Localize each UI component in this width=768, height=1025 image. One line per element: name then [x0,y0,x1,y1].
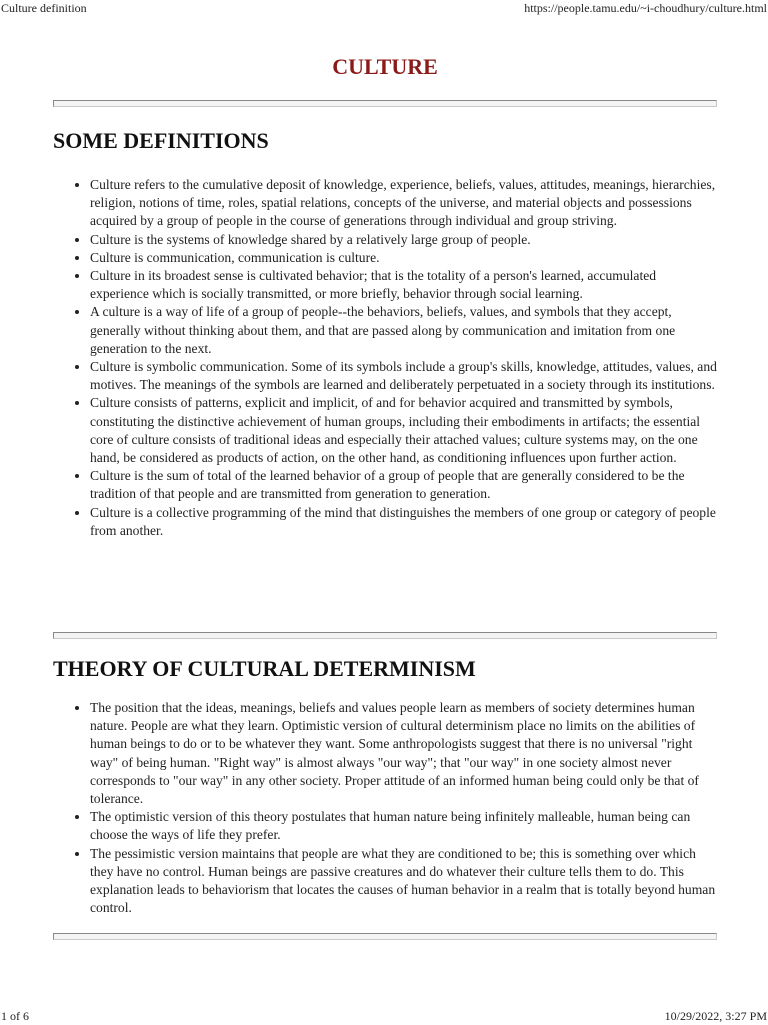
print-header-page-title: Culture definition [1,1,87,15]
list-item: • The pessimistic version maintains that people are what they are conditioned to be; this is something over which they have no control. Human beings are passive creatures and do whatever their culture tells them to do. This explanation leads to behaviorism that locates the causes of human behavior in a realm that is totally beyond human control. [90,845,717,918]
section-heading-cultural-determinism: THEORY OF CULTURAL DETERMINISM [53,656,476,681]
horizontal-rule [53,632,717,639]
cultural-determinism-list [53,699,717,917]
list-item: • Culture consists of patterns, explicit and implicit, of and for behavior acquired and transmitted by symbols, constituting the distinctive achievement of human groups, including their embodiments in artifacts; the essential core of culture consists of traditional ideas and especially their attached values; culture systems may, on the one hand, be considered as products of action, on the other hand, as conditioning influences upon further action. [90,394,717,467]
print-footer [0,1009,768,1025]
print-header [0,1,768,17]
definitions-list [53,176,717,540]
horizontal-rule [53,100,717,107]
page-title: CULTURE [332,54,438,79]
section-heading-definitions: SOME DEFINITIONS [53,128,269,153]
list-item: • Culture is symbolic communication. Some of its symbols include a group's skills, knowledge, attitudes, values, and motives. The meanings of the symbols are learned and deliberately perpetuated in a society through its institutions. [90,358,717,394]
list-item: • Culture is the systems of knowledge shared by a relatively large group of people. [90,231,717,249]
list-item: • Culture is a collective programming of the mind that distinguishes the members of one group or category of people from another. [90,504,717,540]
print-footer-datetime: 10/29/2022, 3:27 PM [664,1009,767,1023]
print-header-url: https://people.tamu.edu/~i-choudhury/culture.html [524,1,767,15]
list-item: • Culture is the sum of total of the learned behavior of a group of people that are generally considered to be the tradition of that people and are transmitted from generation to generation. [90,467,717,503]
list-item: • The optimistic version of this theory postulates that human nature being infinitely malleable, human being can choose the ways of life they prefer. [90,808,717,844]
list-item: • A culture is a way of life of a group of people--the behaviors, beliefs, values, and symbols that they accept, generally without thinking about them, and that are passed along by communication and imitation from one generation to the next. [90,303,717,358]
list-item: • Culture refers to the cumulative deposit of knowledge, experience, beliefs, values, attitudes, meanings, hierarchies, religion, notions of time, roles, spatial relations, concepts of the universe, and material objects and possessions acquired by a group of people in the course of generations through individual and group striving. [90,176,717,231]
horizontal-rule [53,933,717,940]
list-item: • Culture is communication, communication is culture. [90,249,717,267]
list-item: • The position that the ideas, meanings, beliefs and values people learn as members of society determines human nature. People are what they learn. Optimistic version of cultural determinism place no limits on the abilities of human beings to do or to be whatever they want. Some anthropologists suggest that there is no universal "right way" of being human. "Right way" is almost always "our way"; that "our way" in one society almost never corresponds to "our way" in any other society. Proper attitude of an informed human being could only be that of tolerance. [90,699,717,808]
print-footer-page-count: 1 of 6 [1,1009,29,1023]
list-item: • Culture in its broadest sense is cultivated behavior; that is the totality of a person's learned, accumulated experience which is socially transmitted, or more briefly, behavior through social learning. [90,267,717,303]
